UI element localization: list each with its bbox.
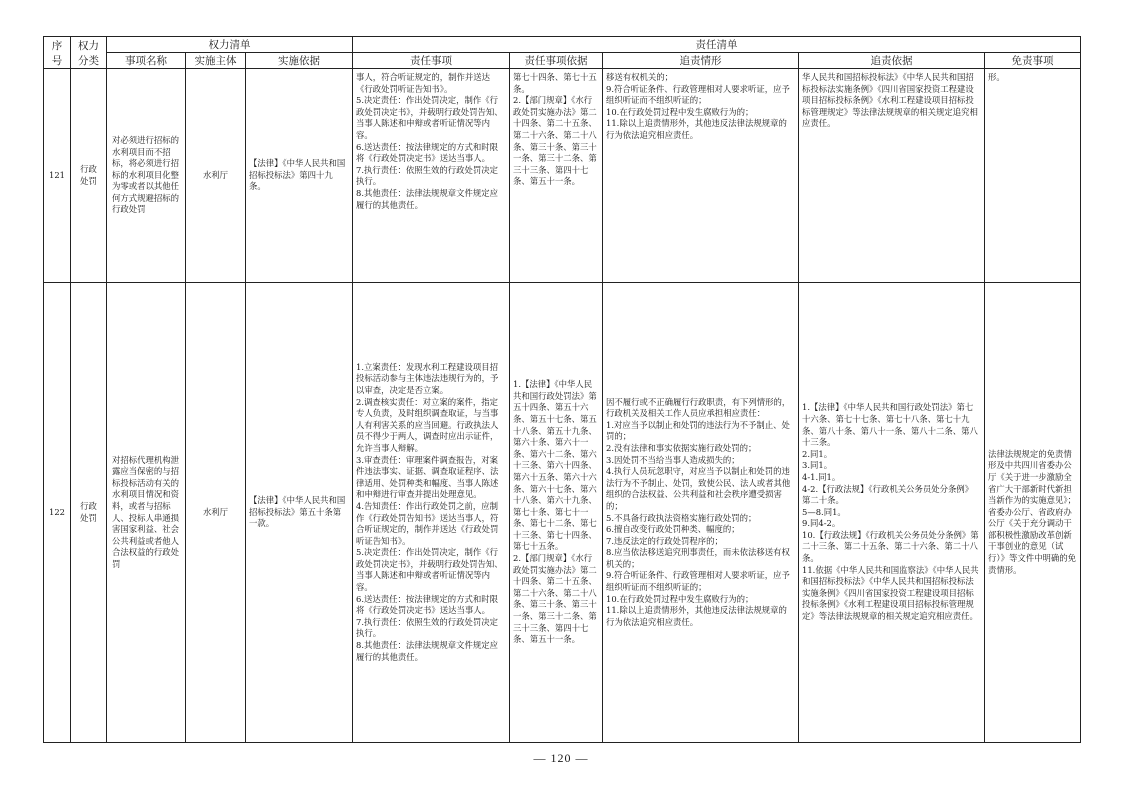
basis-cell: 【法律】《中华人民共和国招标投标法》第四十九条。 bbox=[246, 69, 353, 283]
subject-cell: 水利厅 bbox=[186, 283, 246, 743]
accountability-header: 追责情形 bbox=[603, 53, 799, 69]
accountability-cell: 移送有权机关的； 9.符合听证条件、行政管理相对人要求听证，应予组织听证而不组织听证的； 10.在行政处罚过程中发生腐败行为的； 11.除以上追责情形外，其他违反法律法规规章的行为依法追究相应责任。 bbox=[603, 69, 799, 283]
accountability-cell: 因不履行或不正确履行行政职责，有下列情形的，行政机关及相关工作人员应承担相应责任： 1.对应当予以制止和处罚的违法行为不予制止、处罚的； 2.没有法律和事实依据实施行政处罚的； 3.因处罚不当给当事人造成损失的； 4.执行人员玩忽职守，对应当予以制止和处罚的违法行为不予制止、处罚，致使公民、法人或者其他组织的合法权益、公共利益和社会秩序遭受损害的； 5.不具备行政执法资格实施行政处罚的； 6.擅自改变行政处罚种类、幅度的； 7.违反法定的行政处罚程序的； 8.应当依法移送追究刑事责任，而未依法移送有权机关的； 9.符合听证条件、行政管理相对人要求听证，应予组织听证而不组织听证的； 10.在行政处罚过程中发生腐败行为的； 11.除以上追责情形外，其他违反法律法规规章的行为依法追究相应责任。 bbox=[603, 283, 799, 743]
item-name-header: 事项名称 bbox=[107, 53, 186, 69]
acc-basis-cell: 1.【法律】《中华人民共和国行政处罚法》第七十六条、第七十七条、第七十八条、第七十九条、第八十条、第八十一条、第八十二条、第八十三条。 2.同1。 3.同1。 4-1.同1。 4-2.【行政法规】《行政机关公务员处分条例》第二十条。 5—8.同1。 9.同4-2。 10.【行政法规】《行政机关公务员处分条例》第二十三条、第二十五条、第二十六条、第二十八条。 11.依据《中华人民共和国监察法》《中华人民共和国招标投标法》《中华人民共和国招标投标法实施条例》《四川省国家投资工程建设项目招标投标条例》《水利工程建设项目招标投标管理规定》等法律法规规章的相关规定追究相应责任。 bbox=[799, 283, 985, 743]
subject-header: 实施主体 bbox=[186, 53, 246, 69]
power-list-header: 权力清单 bbox=[107, 37, 353, 53]
seq-cell: 121 bbox=[44, 69, 71, 283]
table-row bbox=[44, 283, 1081, 743]
resp-item-header: 责任事项 bbox=[353, 53, 510, 69]
resp-items-cell: 事人，符合听证规定的，制作并送达《行政处罚听证告知书》。 5.决定责任：作出处罚决定，制作《行政处罚决定书》，并载明行政处罚告知、当事人陈述和申辩或者听证情况等内容。 6.送达责任：按法律规定的方式和时限将《行政处罚决定书》送达当事人。 7.执行责任：依照生效的行政处罚决定执行。 8.其他责任：法律法规规章文件规定应履行的其他责任。 bbox=[353, 69, 510, 283]
responsibility-list-header: 责任清单 bbox=[353, 37, 1081, 53]
resp-items-cell: 1.立案责任：发现水利工程建设项目招投标活动参与主体违法违规行为的，予以审查，决定是否立案。 2.调查核实责任：对立案的案件，指定专人负责，及时组织调查取证，与当事人有利害关系的应当回避。行政执法人员不得少于两人，调查时应出示证件，允许当事人辩解。 3.审查责任：审理案件调查报告，对案件违法事实、证据、调查取证程序、法律适用、处罚种类和幅度、当事人陈述和申辩进行审查并提出处理意见。 4.告知责任：作出行政处罚之前，应制作《行政处罚告知书》送达当事人，符合听证规定的，制作并送达《行政处罚听证告知书》。 5.决定责任：作出处罚决定，制作《行政处罚决定书》，并载明行政处罚告知、当事人陈述和申辩或者听证情况等内容。 6.送达责任：按法律规定的方式和时限将《行政处罚决定书》送达当事人。 7.执行责任：依照生效的行政处罚决定执行。 8.其他责任：法律法规规章文件规定应履行的其他责任。 bbox=[353, 283, 510, 743]
power-responsibility-table bbox=[43, 36, 1081, 743]
acc-basis-header: 追责依据 bbox=[799, 53, 985, 69]
category-cell: 行政 处罚 bbox=[71, 283, 107, 743]
exemption-header: 免责事项 bbox=[985, 53, 1081, 69]
category-cell: 行政 处罚 bbox=[71, 69, 107, 283]
item-name-cell: 对必须进行招标的水利项目而不招标，将必须进行招标的水利项目化整为零或者以其他任何方式规避招标的行政处罚 bbox=[107, 69, 186, 283]
exemption-cell: 法律法规规定的免责情形及中共四川省委办公厅《关于进一步激励全省广大干部新时代新担当新作为的实施意见》；省委办公厅、省政府办公厅《关于充分调动干部积极性激励改革创新干事创业的意见（试行）》等文件中明确的免责情形。 bbox=[985, 283, 1081, 743]
basis-header: 实施依据 bbox=[246, 53, 353, 69]
resp-basis-header: 责任事项依据 bbox=[510, 53, 603, 69]
page-number: — 120 — bbox=[533, 751, 589, 765]
subject-cell: 水利厅 bbox=[186, 69, 246, 283]
seq-header: 序 号 bbox=[44, 37, 71, 69]
item-name-cell: 对招标代理机构泄露应当保密的与招标投标活动有关的水利项目情况和资料，或者与招标人、投标人串通损害国家利益、社会公共利益或者他人合法权益的行政处罚 bbox=[107, 283, 186, 743]
resp-basis-cell: 1.【法律】《中华人民共和国行政处罚法》第五十四条、第五十六条、第五十七条、第五十八条、第五十九条、第六十条、第六十一条、第六十二条、第六十三条、第六十四条、第六十五条、第六十六条、第六十七条、第六十八条、第六十九条、第七十条、第七十一条、第七十二条、第七十三条、第七十四条、第七十五条。 2.【部门规章】《水行政处罚实施办法》第二十四条、第二十五条、第二十六条、第二十八条、第三十条、第三十一条、第三十二条、第三十三条、第四十七条、第五十一条。 bbox=[510, 283, 603, 743]
resp-basis-cell: 第七十四条、第七十五条。 2.【部门规章】《水行政处罚实施办法》第二十四条、第二十五条、第二十六条、第二十八条、第三十条、第三十一条、第三十二条、第三十三条、第四十七条、第五十一条。 bbox=[510, 69, 603, 283]
seq-cell: 122 bbox=[44, 283, 71, 743]
table-row bbox=[44, 69, 1081, 283]
acc-basis-cell: 华人民共和国招标投标法》《中华人民共和国招标投标法实施条例》《四川省国家投资工程建设项目招标投标条例》《水利工程建设项目招标投标管理规定》等法律法规规章的相关规定追究相应责任。 bbox=[799, 69, 985, 283]
category-header: 权力 分类 bbox=[71, 37, 107, 69]
exemption-cell: 形。 bbox=[985, 69, 1081, 283]
basis-cell: 【法律】《中华人民共和国招标投标法》第五十条第一款。 bbox=[246, 283, 353, 743]
